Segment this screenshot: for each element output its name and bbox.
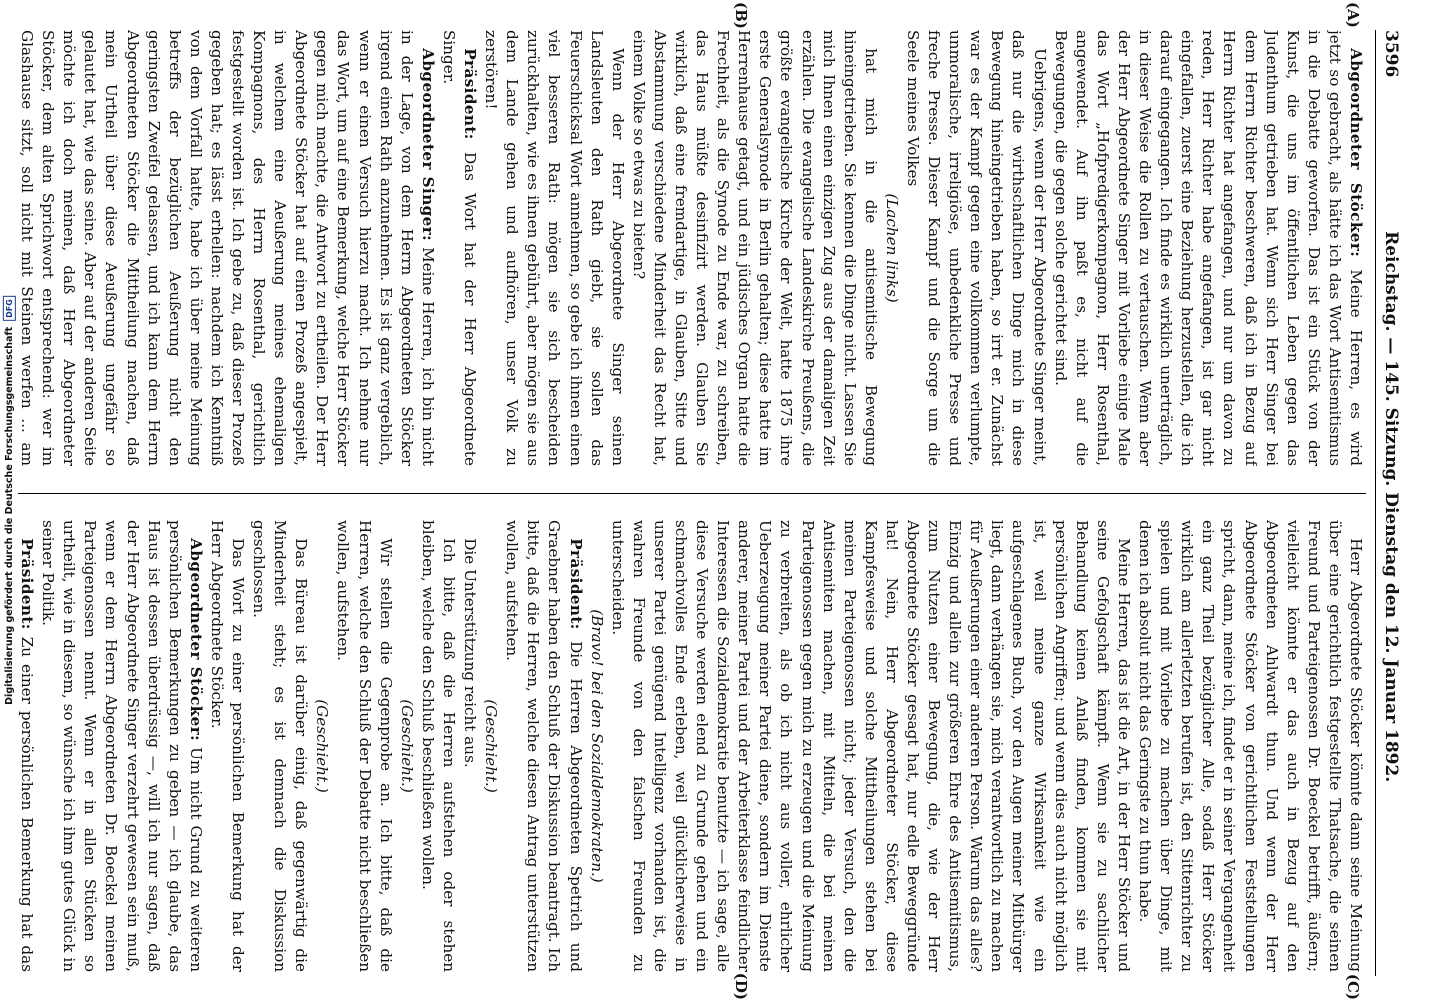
speech-paragraph	[480, 30, 628, 466]
speech-text: Meine Herren, das ist die Art, in der Herr Stöcker und seine Gefolgschaft kämpft. Wenn sie zu sachlicher Behandlung keinen Anlaß finden, kommen sie mit persönlichen Angriffen; und wenn dies auch nicht möglich ist, weil meine ganze Wirksamkeit wie ein aufgeschlagenes Buch, vor den Augen meiner Mitbürger liegt, dann verhängen sie, mich verantwortlich zu machen für Aeußerungen einer anderen Person. Warum das alles? Einzig und allein zur größeren Ehre des Antisemitismus, zum Nutzen einer Bewegung, die, wie der Herr Abgeordnete Stöcker gesagt hat, nur edle Beweggründe hat! Nein, Herr Abgeordneter Stöcker, diese Kampfesweise und solche Mittheilungen stehen bei meinen Parteigenossen nicht; jeder Versuch, den die Antisemiten machen, mit Mitteln, die bei meinen Parteigenossen gegen mich zu erzeugen und die Meinung zu verbreiten, als ob ich nicht aus voller, ehrlicher Ueberzeugung meiner Partei diene, sondern im Dienste anderer, meiner Partei und der Arbeiterklasse feindlicher Interessen die Sozialdemokratie benutzte — ich sage, alle diese Versuche werden elend zu Grunde gehen und ein schmachvolles Ende erleben, weil glücklicherweise in unserer Partei genügend Intelligenz vorhanden ist, die wahren Freunde von den falschen Freunden zu unterscheiden.	[608, 520, 1133, 972]
speech-text: Wir stellen die Gegenprobe an. Ich bitte, daß die Herren, welche den Schluß der Debatte nicht beschließen wollen, aufstehen.	[334, 520, 395, 972]
speech-text: Das Wort hat der Herr Abgeordnete Singer.	[439, 30, 480, 466]
speech-paragraph	[501, 520, 585, 972]
speech-text: Meine Herren, ich bin nicht in der Lage, von dem Herrn Abgeordneten Stöcker irgend einen Rath anzunehmen. Es ist ganz vergeblich, wenn er einen Versuch hierzu macht. Ich nehme nur das Wort, um auf eine Bemerkung, welche Herr Stöcker gegen mich machte, die Antwort zu ertheilen. Der Herr Abgeordnete Stöcker hat auf einen Prozeß angespielt, in welchem eine Aeußerung meines ehemaligen Kompagnons, des Herrn Rosenthal, gerichtlich festgestellt worden ist. Ich gebe zu, daß dieser Prozeß gegeben hat; es lässt erhellen: nachdem ich Kenntniß von dem Vorfall hatte, habe ich über meine Meinung betreffs der bezüglichen Aeußerung nicht den geringsten Zweifel gelassen, und ich kann dem Herrn Abgeordneten Stöcker die Mittheilung machen, daß mein Urtheil über diese Aeußerung ungefähr so gelautet hat, wie das seine. Aber auf der anderen Seite möchte ich doch meinen, daß Herr Abgeordneter Stöcker, dem alten Sprichwort entsprechend: wer im Glashause sitzt, soll nicht mit Steinen werfen ... am	[18, 30, 437, 466]
margin-marker-c: (C)	[1344, 973, 1362, 1000]
speaker-name: Präsident:	[18, 538, 37, 630]
column-divider	[14, 493, 1366, 494]
speech-text: Wenn der Herr Abgeordnete Singer seinen Landsleuten den Rath giebt, sie sollen das Feuerschicksal Wort annehmen, so gebe ich ihnen einen viel besseren Rath: mögen sie sich bescheiden zurückhalten, wie es ihnen gebührt, aber mögen sie aus dem Lande gehen und aufhören, unser Volk zu zerstören!	[482, 30, 627, 466]
speaker-name: Abgeordneter Stöcker:	[1347, 48, 1365, 258]
margin-marker-a: (A)	[1344, 2, 1362, 28]
speaker-name: Präsident:	[461, 48, 480, 140]
reaction-note: (Geschieht.)	[482, 699, 501, 793]
right-column	[14, 520, 1366, 972]
speech-text: Ich bitte, daß die Herren aufstehen oder stehen bleiben, welche den Schluß beschließen wollen.	[418, 520, 458, 972]
speech-paragraph	[1050, 30, 1366, 466]
left-column	[14, 30, 1366, 466]
reaction-note: (Geschieht.)	[397, 699, 416, 793]
speaker-name: Abgeordneter Singer:	[418, 48, 437, 242]
speech-paragraph	[332, 520, 395, 972]
speaker-name: Abgeordneter Stöcker:	[186, 538, 205, 742]
speech-text: Das Wort zu einer persönlichen Bemerkung hat der Herr Abgeordnete Stöcker.	[207, 520, 248, 972]
reaction-note: (Geschieht.)	[313, 699, 332, 793]
speech-paragraph	[438, 30, 480, 466]
footer-credit-text: Digitalisierung gefördert durch die Deutsche Forschungsgemeinschaft	[3, 326, 15, 705]
speech-text: Das Büreau ist darüber einig, daß gegenwärtig die Minderheit steht; es ist demnach die Diskussion geschlossen.	[250, 520, 311, 972]
speech-paragraph	[459, 520, 480, 972]
speech-text: Meine Herren, es wird jetzt so gebracht, als hätte ich das Wort Antisemitismus in die Debatte geworfen. Das ist ein Stück von der Kunst, die uns im öffentlichen Leben gegen das Judenthum getrieben hat. Wenn sich Herr Singer bei dem Herrn Richter beschweren, daß ich in Bezug auf Herrn Richter hat angefangen, und nur um davon zu reden, Herr Richter habe angefangen, ist gar nicht eingefallen, zuerst eine Beziehung herzustellen, die ich darauf eingegangen. Ich finde es wirklich unerträglich, in dieser Weise die Rollen zu vertauschen. Wenn aber der Herr Abgeordnete Singer mit Vorliebe einige Male das Wort „Hofpredigerkompagnon, Herr Rosenthal, angewendet. Auf ihn paßt es, nicht auf die Bewegungen, die gegen solche gerichtet sind.	[1051, 30, 1365, 466]
speech-text: hat mich in die antisemitische Bewegung hineingetrieben. Sie kennen die Dinge nicht. Lassen Sie mich Ihnen einen einzigen Zug aus der damaligen Zeit erzählen. Die evangelische Landeskirche Preußens, die größte evangelische Kirche der Welt, hatte 1875 ihre erste Generalsynode in Berlin gehalten; diese hatte im Herrenhause getagt, und ein jüdisches Organ hatte die Frechheit, als die Synode zu Ende war, zu schreiben, das Haus müßte desinfizirt werden. Glauben Sie wirklich, daß eine fremdartige, in Glauben, Sitte und Abstammung verschiedene Minderheit das Recht hat, einem Volke so etwas zu bieten?	[629, 30, 880, 466]
speech-text: Herr Abgeordnete Stöcker könnte dann seine Meinung über eine gerichtlich festgestellte Thatsache, die seinen Freund und Parteigenossen Dr. Boeckel betrifft, äußern; vielleicht könnte er das auch in Bezug auf den Abgeordneten Ahlwardt thun. Und wenn der Herr Abgeordnete Stöcker von gerichtlichen Feststellungen spricht, dann, meine ich, findet er in seiner Vergangenheit ein ganz Theil bezüglicher Alle, sodaß Herr Stöcker wirklich am allerletzten berufen ist, den Sittenrichter zu spielen und mit Vorliebe zu machen über Dinge, mit denen ich absolut nicht das Geringste zu thun habe.	[1136, 520, 1365, 972]
speech-paragraph	[628, 30, 881, 466]
page-header	[1375, 30, 1406, 976]
speech-text: Die Unterstützung reicht aus.	[461, 538, 480, 768]
speech-text: Die Herren Abgeordneten Spetrich und Graebner haben den Schluß der Diskussion beantragt. Ich bitte, daß die Herren, welche diesen Antrag unterstützen wollen, aufstehen.	[503, 520, 585, 972]
speech-paragraph	[902, 30, 1050, 466]
page-title: Reichstag. — 145. Sitzung. Dienstag den 12. Januar 1892.	[1381, 231, 1401, 783]
margin-marker-b: (B)	[732, 2, 750, 29]
margin-marker-d: (D)	[732, 972, 750, 1000]
speech-paragraph	[248, 520, 311, 972]
reaction-note: (Lachen links)	[882, 193, 901, 303]
speech-paragraph	[417, 520, 459, 972]
speech-text: Um nicht Grund zu weiteren persönlichen Bemerkungen zu geben — ich glaube, das Haus ist dessen überdrüssig —, will ich nur sagen, daß der Herr Abgeordnete Singer verzehrt gewesen sein muß, wenn er dem Herrn Abgeordneten Dr. Boeckel meinen Parteigenossen nennt. Wenn er in allen Stücken so urtheilt, wie in diesem, so wünsche ich ihm gutes Glück in seiner Politik.	[39, 520, 205, 972]
reaction-note: (Bravo! bei den Sozialdemokraten.)	[587, 609, 606, 883]
speech-text: Zu einer persönlichen Bemerkung hat das	[18, 636, 37, 972]
speech-paragraph	[206, 520, 248, 972]
speech-paragraph	[1134, 520, 1366, 972]
speech-text: Uebrigens, wenn der Herr Abgeordnete Singer meint, daß nur die wirthschaftlichen Dinge mich in diese Bewegung hineingetrieben haben, so irrt er. Zunächst war es der Kampf gegen eine vollkommen verlumpte, unmoralische, irreligiöse, unbedenkliche Presse und freche Presse. Dieser Kampf und die Sorge um die Seele meines Volkes	[904, 30, 1049, 466]
speech-paragraph	[607, 520, 1134, 972]
footer-credit	[0, 0, 18, 1000]
page-number: 3596	[1381, 30, 1401, 78]
speech-paragraph	[37, 520, 206, 972]
speech-paragraph	[14, 30, 438, 466]
dfg-logo: DFG	[3, 296, 16, 321]
speaker-name: Präsident:	[566, 538, 585, 630]
